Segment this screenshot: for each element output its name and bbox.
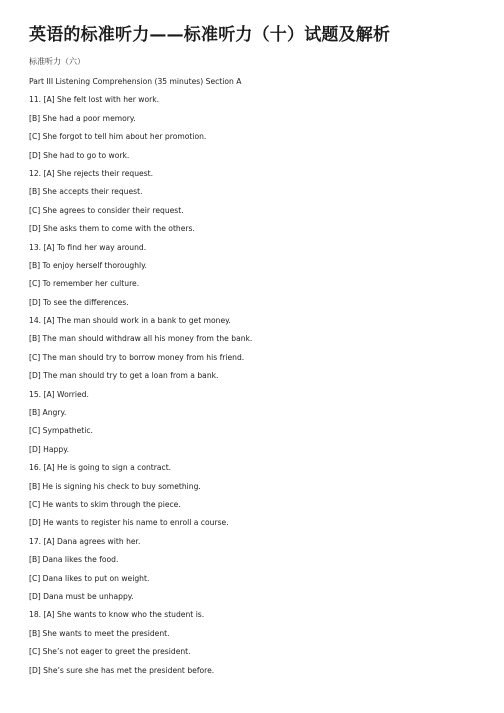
question-option-line: [B] Angry.: [29, 408, 67, 418]
question-option-line: 16. [A] He is going to sign a contract.: [29, 463, 172, 473]
question-option-line: [D] He wants to register his name to enroll a course.: [29, 518, 229, 528]
question-option-line: [B] She had a poor memory.: [29, 113, 136, 123]
question-option-line: [C] The man should try to borrow money from his friend.: [29, 352, 245, 362]
question-option-line: 18. [A] She wants to know who the student is.: [29, 610, 205, 620]
question-option-line: [C] To remember her culture.: [29, 279, 140, 289]
question-option-line: 11. [A] She felt lost with her work.: [29, 95, 160, 105]
question-option-line: 12. [A] She rejects their request.: [29, 168, 154, 178]
question-option-line: 14. [A] The man should work in a bank to get money.: [29, 316, 231, 326]
question-option-line: [C] Dana likes to put on weight.: [29, 573, 150, 583]
question-option-line: [C] She agrees to consider their request.: [29, 205, 184, 215]
question-option-line: [B] Dana likes the food.: [29, 555, 119, 565]
question-option-line: [B] The man should withdraw all his money from the bank.: [29, 334, 253, 344]
document-subtitle: 标准听力（六）: [29, 57, 85, 66]
question-option-line: [B] To enjoy herself thoroughly.: [29, 260, 147, 270]
question-option-line: [B] He is signing his check to buy something.: [29, 481, 201, 491]
document-page: [29, 23, 489, 684]
question-option-line: [D] She asks them to come with the others.: [29, 224, 195, 234]
question-option-line: [B] She accepts their request.: [29, 187, 143, 197]
question-option-line: [C] She forgot to tell him about her promotion.: [29, 132, 207, 142]
question-option-line: [D] Dana must be unhappy.: [29, 591, 134, 601]
question-option-line: 13. [A] To find her way around.: [29, 242, 147, 252]
question-option-line: [D] Happy.: [29, 444, 70, 454]
document-body: [29, 77, 489, 675]
question-option-line: [D] She’s sure she has met the president before.: [29, 665, 215, 675]
question-option-line: 15. [A] Worried.: [29, 389, 89, 399]
document-title: 英语的标准听力——标准听力（十）试题及解析: [29, 25, 391, 45]
question-option-line: [D] The man should try to get a loan from a bank.: [29, 371, 219, 381]
question-option-line: [D] She had to go to work.: [29, 150, 130, 160]
question-option-line: [C] Sympathetic.: [29, 426, 93, 436]
question-option-line: [C] He wants to skim through the piece.: [29, 499, 181, 509]
question-option-line: [D] To see the differences.: [29, 297, 129, 307]
question-option-line: [B] She wants to meet the president.: [29, 628, 170, 638]
question-option-line: 17. [A] Dana agrees with her.: [29, 536, 141, 546]
question-option-line: [C] She’s not eager to greet the president.: [29, 647, 191, 657]
section-heading: Part III Listening Comprehension (35 minutes) Section A: [29, 77, 242, 86]
